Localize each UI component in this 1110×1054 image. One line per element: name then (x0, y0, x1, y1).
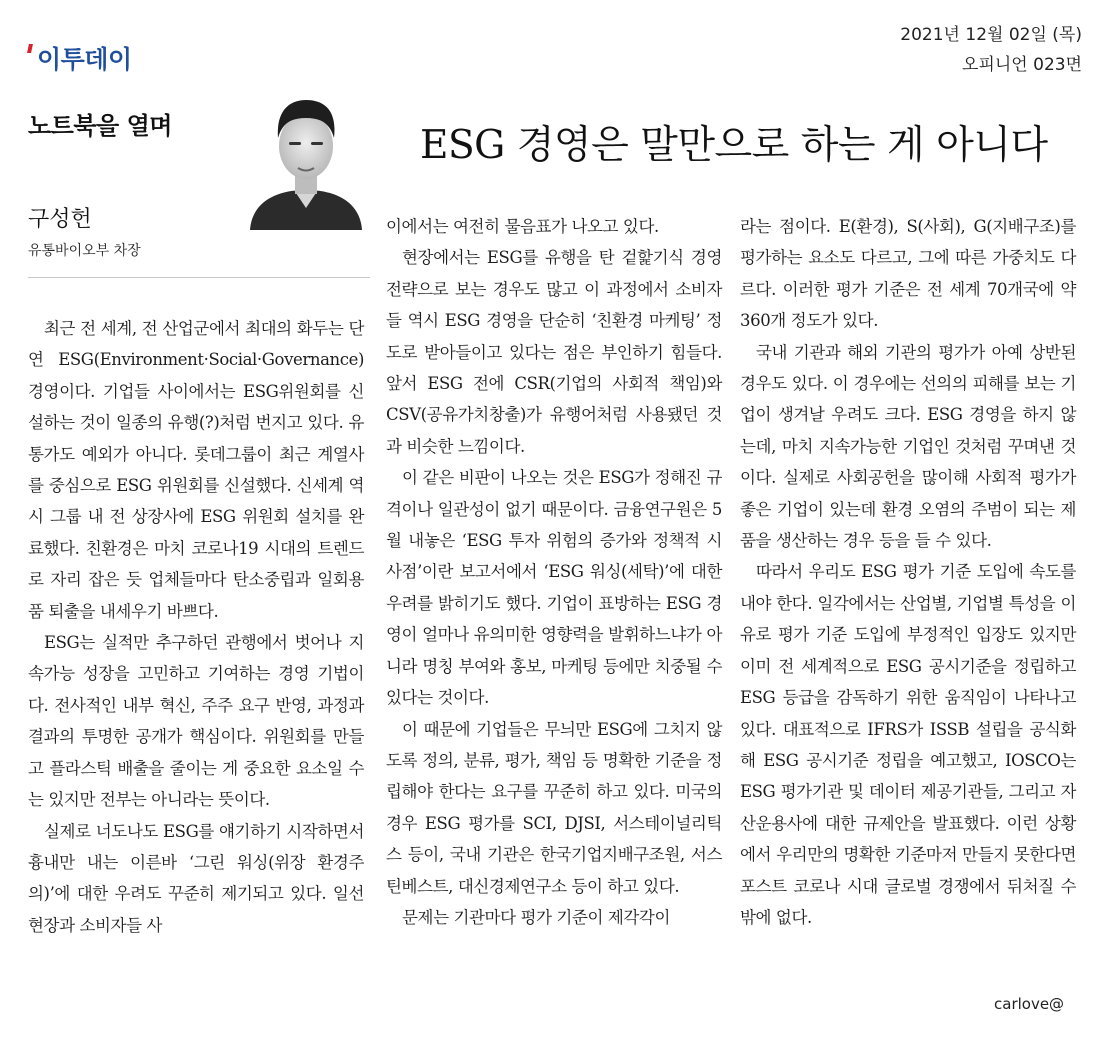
paragraph: 이에서는 여전히 물음표가 나오고 있다. (386, 217, 659, 236)
column-name: 노트북을 열며 (28, 112, 172, 140)
author-signature: carlove@ (994, 995, 1065, 1013)
publication-date: 2021년 12월 02일 (목) (900, 25, 1082, 45)
paragraph: 이 같은 비판이 나오는 것은 ESG가 정해진 규격이나 일관성이 없기 때문이다. 금융연구원은 5월 내놓은 ‘ESG 투자 위험의 증가와 정책적 시사점’이란 보고서에서 ‘ESG 워싱(세탁)’에 대한 우려를 밝히기도 했다. 기업이 표방하는 ESG 경영이 얼마나 유의미한 영향력을 발휘하느냐가 아니라 명칭 부여와 홍보, 마케팅 등에만 치중될 수 있다는 것이다. (386, 468, 722, 708)
paragraph: 현장에서는 ESG를 유행을 탄 겉핥기식 경영 전략으로 보는 경우도 많고 이 과정에서 소비자들 역시 ESG 경영을 단순히 ‘친환경 마케팅’ 정도로 받아들이고 있다는 점은 부인하기 힘들다. 앞서 ESG 전에 CSR(기업의 사회적 책임)와 CSV(공유가치창출)가 유행어처럼 사용됐던 것과 비슷한 느낌이다. (386, 248, 722, 456)
author-portrait (242, 86, 370, 230)
newspaper-logo (28, 40, 132, 76)
paragraph: 실제로 너도나도 ESG를 얘기하기 시작하면서 흉내만 내는 이른바 ‘그린 워싱(위장 환경주의)’에 대한 우려도 꾸준히 제기되고 있다. 일선 현장과 소비자들 사 (28, 821, 364, 935)
logo-text: 이투데이 (37, 45, 132, 74)
headline: ESG 경영은 말만으로 하는 게 아니다 (420, 123, 1048, 168)
article-column-1 (28, 313, 364, 941)
author-name: 구성헌 (28, 207, 92, 232)
page-section: 오피니언 023면 (962, 55, 1082, 75)
paragraph: 국내 기관과 해외 기관의 평가가 아예 상반된 경우도 있다. 이 경우에는 선의의 피해를 보는 기업이 생겨날 우려도 크다. ESG 경영을 하지 않는데, 마치 지속가능한 기업인 것처럼 꾸며낸 것이다. 실제로 사회공헌을 많이해 사회적 평가가 좋은 기업이 있는데 환경 오염의 주범이 되는 제품을 생산하는 경우 등을 들 수 있다. (740, 342, 1076, 551)
author-divider (28, 277, 370, 278)
paragraph: 문제는 기관마다 평가 기준이 제각각이 (402, 907, 671, 927)
paragraph: 라는 점이다. E(환경), S(사회), G(지배구조)를 평가하는 요소도 다르고, 그에 따른 가중치도 다르다. 이러한 평가 기준은 전 세계 70개국에 약 360개 정도가 있다. (740, 217, 1076, 331)
paragraph: 이 때문에 기업들은 무늬만 ESG에 그치지 않도록 정의, 분류, 평가, 책임 등 명확한 기준을 정립해야 한다는 요구를 꾸준히 하고 있다. 미국의 경우 ESG 평가를 SCI, DJSI, 서스테이널리틱스 등이, 국내 기관은 한국기업지배구조원, 서스틴베스트, 대신경제연구소 등이 하고 있다. (386, 719, 722, 896)
paragraph: 따라서 우리도 ESG 평가 기준 도입에 속도를 내야 한다. 일각에서는 산업별, 기업별 특성을 이유로 평가 기준 도입에 부정적인 입장도 있지만 이미 전 세계적으로 ESG 공시기준을 정립하고 ESG 등급을 감독하기 위한 움직임이 나타나고 있다. 대표적으로 IFRS가 ISSB 설립을 공식화해 ESG 공시기준 정립을 예고했고, IOSCO는 ESG 평가기관 및 데이터 제공기관들, 그리고 자산운용사에 대한 규제안을 발표했다. 이런 상황에서 우리만의 명확한 기준마저 만들지 못한다면 포스트 코로나 시대 글로벌 경쟁에서 뒤처질 수밖에 없다. (740, 562, 1076, 927)
publication-meta (900, 20, 1082, 80)
author-title: 유통바이오부 차장 (28, 243, 141, 259)
article-column-3 (740, 211, 1076, 933)
paragraph: ESG는 실적만 추구하던 관행에서 벗어나 지속가능 성장을 고민하고 기여하는 경영 기법이다. 전사적인 내부 혁신, 주주 요구 반영, 과정과 결과의 투명한 공개가 핵심이다. 위원회를 만들고 플라스틱 배출을 줄이는 게 중요한 요소일 수는 있지만 전부는 아니라는 뜻이다. (28, 633, 364, 810)
paragraph: 최근 전 세계, 전 산업군에서 최대의 화두는 단연 ESG(Environment·Social·Governance) 경영이다. 기업들 사이에서는 ESG위원회를 신설하는 것이 일종의 유행(?)처럼 번지고 있다. 유통가도 예외가 아니다. 롯데그룹이 최근 계열사를 중심으로 ESG 위원회를 신설했다. 신세계 역시 그룹 내 전 상장사에 ESG 위원회 설치를 완료했다. 친환경은 마치 코로나19 시대의 트렌드로 자리 잡은 듯 업체들마다 탄소중립과 일회용품 퇴출을 내세우기 바쁘다. (28, 319, 364, 621)
article-column-2 (386, 211, 722, 933)
